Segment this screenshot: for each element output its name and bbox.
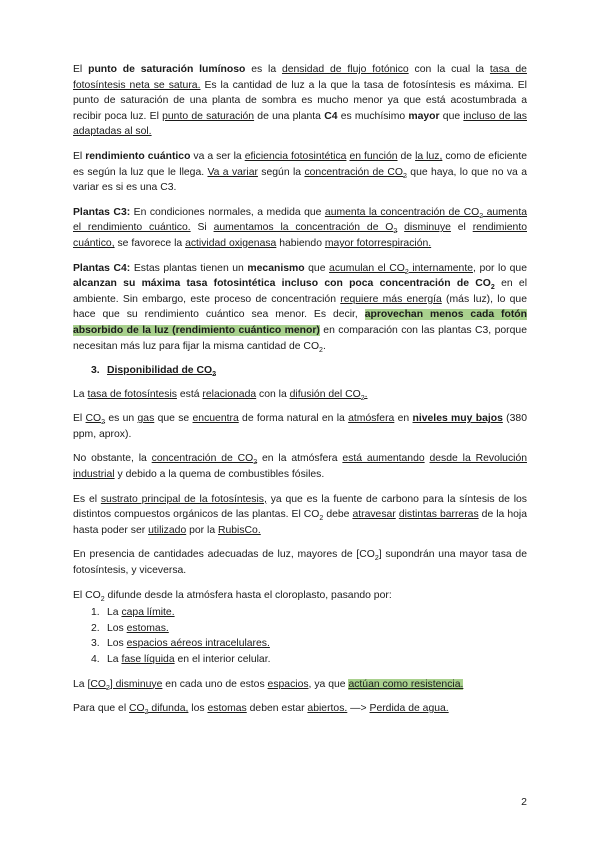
text: concentración de CO [151,453,254,465]
underlined-text: relacionada [202,388,257,400]
underlined-text: encuentra [192,413,239,425]
paragraph-co2-diffusion [73,588,527,604]
underlined-text: utilizado [148,524,187,536]
page-number: 2 [521,796,527,808]
bold-text: mecanismo [247,262,305,274]
term-saturation-point: punto de saturación lumínoso [88,64,246,75]
text: ] disminuye [109,678,163,690]
text: con la [256,388,290,400]
text: que haya, lo que no va a variar es si es una C3. [73,166,527,194]
text: de forma natural en la [238,413,349,425]
text: de la hoja hasta poder ser [73,509,528,536]
subscript: 2 [105,684,110,692]
diffusion-path-list [73,605,527,667]
text: Los [107,622,127,634]
underlined-text [129,703,189,717]
text: de una planta [254,110,325,122]
underlined-text: espacios aéreos intracelulares. [126,638,270,650]
text: que se [154,413,193,425]
text: en la atmósfera [257,453,343,465]
subscript: 2 [404,268,409,276]
underlined-text: gas [137,413,155,425]
text: por la [186,524,218,536]
subscript: 2 [393,228,398,236]
paragraph-saturation-point [73,62,527,140]
subscript: 2 [212,371,216,379]
page-content [73,62,527,726]
text: ya que es la fuente de carbono para la síntesis de los distintos compuestos orgánicos de las plantas. El CO [73,493,527,521]
text: La [107,607,122,619]
list-number: 1. [91,607,100,619]
underlined-text [87,679,162,690]
text: deben estar [246,703,308,715]
text: alcanzan su máxima tasa fotosintética incluso con poca concentración de CO [73,278,491,290]
underlined-text: incluso de las adaptadas al sol. [73,110,527,138]
text: CO [85,413,102,425]
underlined-text [85,413,106,427]
text: (380 ppm, aprox). [73,413,527,440]
text: [CO [87,678,106,690]
paragraph-c3-plants [73,205,527,252]
paragraph-resistance [73,677,527,693]
text: con la cual la [408,64,490,75]
paragraph-photosynthesis-rate [73,387,527,403]
subscript: 2 [319,346,323,354]
text: acumulan el CO [329,262,405,274]
underlined-text: desde la Revolución industrial [73,453,527,481]
underlined-text: estomas. [126,622,169,634]
text: —> [347,703,370,715]
highlighted-text: aprovechan menos cada fotón absorbido de la luz (rendimiento cuántico menor) [73,309,528,336]
text: los [188,703,208,715]
text: Disponibilidad de CO [107,365,213,377]
bold-text [73,278,495,292]
text: el [450,222,473,234]
list-item [73,636,527,652]
underlined-text [213,222,398,236]
underlined-text: disminuye [404,222,451,234]
text: que [304,262,330,274]
list-number: 3. [91,638,100,650]
underlined-text [329,263,476,274]
text: . [364,388,368,400]
bold-text: C4 [324,110,338,122]
paragraph-main-substrate [73,492,527,539]
underlined-text: mayor fotorrespiración. [324,237,432,249]
text: Es el [73,493,101,505]
section-heading [91,363,527,379]
underlined-text: densidad de flujo fotónico [281,64,409,75]
text: en [394,413,413,425]
text: y debido a la quema de combustibles fósiles. [114,469,325,481]
bold-text: mayor [408,110,440,122]
underlined-text: estomas [207,703,247,715]
text: No obstante, la [73,453,152,465]
text: por lo que [475,262,527,274]
underlined-text: atmósfera [348,413,395,425]
text: en comparación con las plantas C3, porque necesitan más luz para fijar la misma cantidad de CO [73,324,527,352]
text: habiendo [276,237,325,249]
list-number: 2. [91,622,100,634]
text: es la [245,64,282,75]
text: El [73,64,89,75]
subscript: 2 [101,419,106,427]
underlined-text: requiere más energía [340,293,442,305]
bold-text: niveles muy bajos [412,413,503,425]
section-title [107,365,216,379]
term-quantum-yield: rendimiento cuántico [85,150,191,162]
paragraph-quantum-yield [73,149,527,196]
text: Es la cantidad de luz a la que la tasa de fotosíntesis es máxima. El punto de saturación de una planta de sombra es mucho menor ya que está acostumbrada a recibir poca luz. El [73,79,527,122]
subscript: 2 [100,595,105,603]
text: que [439,110,464,122]
text: Si [190,222,214,234]
paragraph-stomata [73,701,527,717]
text: es un [105,413,138,425]
label-c3-plants: Plantas C3: [73,206,131,218]
underlined-text: tasa de fotosíntesis neta se satura. [73,64,527,91]
text: se favorece la [114,237,186,249]
underlined-text: Va a variar [207,166,258,178]
underlined-text: actividad oxigenasa [185,237,277,249]
text: CO [129,703,145,715]
underlined-text: Perdida de agua. [369,703,449,715]
text: internamente, [408,262,476,274]
text: Para que el [73,703,130,715]
text: está [176,388,203,400]
text: El CO [73,589,101,601]
underlined-text [151,453,258,467]
subscript: 2 [490,284,495,292]
text: como de eficiente es según la luz que le llega. [73,150,527,178]
underlined-text: atravesar [352,509,396,521]
text: va a ser la [190,150,245,162]
list-item [73,605,527,621]
text: ya que [311,678,349,690]
section-number: 3. [91,365,100,377]
text: aumenta el rendimiento cuántico. [73,206,528,234]
underlined-text: tasa de fotosíntesis [87,388,177,400]
text: en cada uno de estos [162,678,268,690]
subscript: 2 [479,212,484,220]
text: concentración de CO [304,166,404,178]
subscript: 2 [403,172,407,180]
underlined-text: RubisCo. [217,524,261,536]
underlined-text: distintas barreras [398,509,479,521]
underlined-text: fase líquida [121,654,175,665]
list-number: 4. [91,654,100,665]
text: en el interior celular. [174,654,271,665]
underlined-text [290,389,368,400]
highlighted-text: actúan como resistencia. [348,678,464,690]
subscript: 2 [360,394,365,402]
underlined-text [304,167,406,178]
paragraph-co2-increase [73,451,527,482]
list-item [73,652,527,668]
text: aumenta la concentración de CO [324,206,480,218]
text: En condiciones normales, a medida que [130,206,325,218]
underlined-text: sustrato principal de la fotosíntesis, [100,493,267,505]
text: El [73,150,86,162]
text: La [107,654,122,665]
text: ] supondrán una mayor tasa de fotosíntesis, y viceversa. [73,549,527,577]
paragraph-light-presence [73,547,527,578]
list-item [73,621,527,637]
text: difunde desde la atmósfera hasta el cloroplasto, pasando por: [104,589,392,601]
underlined-text: rendimiento cuántico, [73,222,527,249]
label-c4-plants: Plantas C4: [73,262,131,274]
text: de [397,150,416,162]
text: La [73,678,88,690]
underlined-text: la luz, [415,150,443,162]
underlined-text: espacios, [267,678,312,690]
paragraph-co2-gas [73,411,527,442]
text: en el ambiente. Sin embargo, este proceso de concentración [73,278,527,305]
subscript: 2 [144,709,149,717]
text: difusión del CO [289,388,361,400]
text: En presencia de cantidades adecuadas de luz, mayores de [CO [73,549,375,561]
text: debe [323,509,353,521]
text: aumentamos la concentración de O [213,222,394,234]
underlined-text: está aumentando [342,453,425,465]
subscript: 2 [374,555,379,563]
underlined-text: eficiencia fotosintética [244,150,347,162]
text: . [322,340,326,352]
underlined-text: capa límite. [121,607,175,619]
underlined-text: abiertos. [307,703,348,715]
underlined-text: punto de saturación [162,110,255,122]
text: difunda, [148,703,189,715]
underlined-text: en función [349,150,398,162]
text: Los [107,638,127,650]
text: La [73,388,88,400]
text: según la [257,166,305,178]
paragraph-c4-plants [73,261,527,355]
text: (más luz), lo que hace que su rendimiento cuántico sea menor. Es decir, [73,293,527,321]
text: El [73,413,86,425]
subscript: 2 [253,459,258,467]
text: Estas plantas tienen un [130,262,248,274]
subscript: 2 [319,515,324,523]
text: es muchísimo [337,110,409,122]
